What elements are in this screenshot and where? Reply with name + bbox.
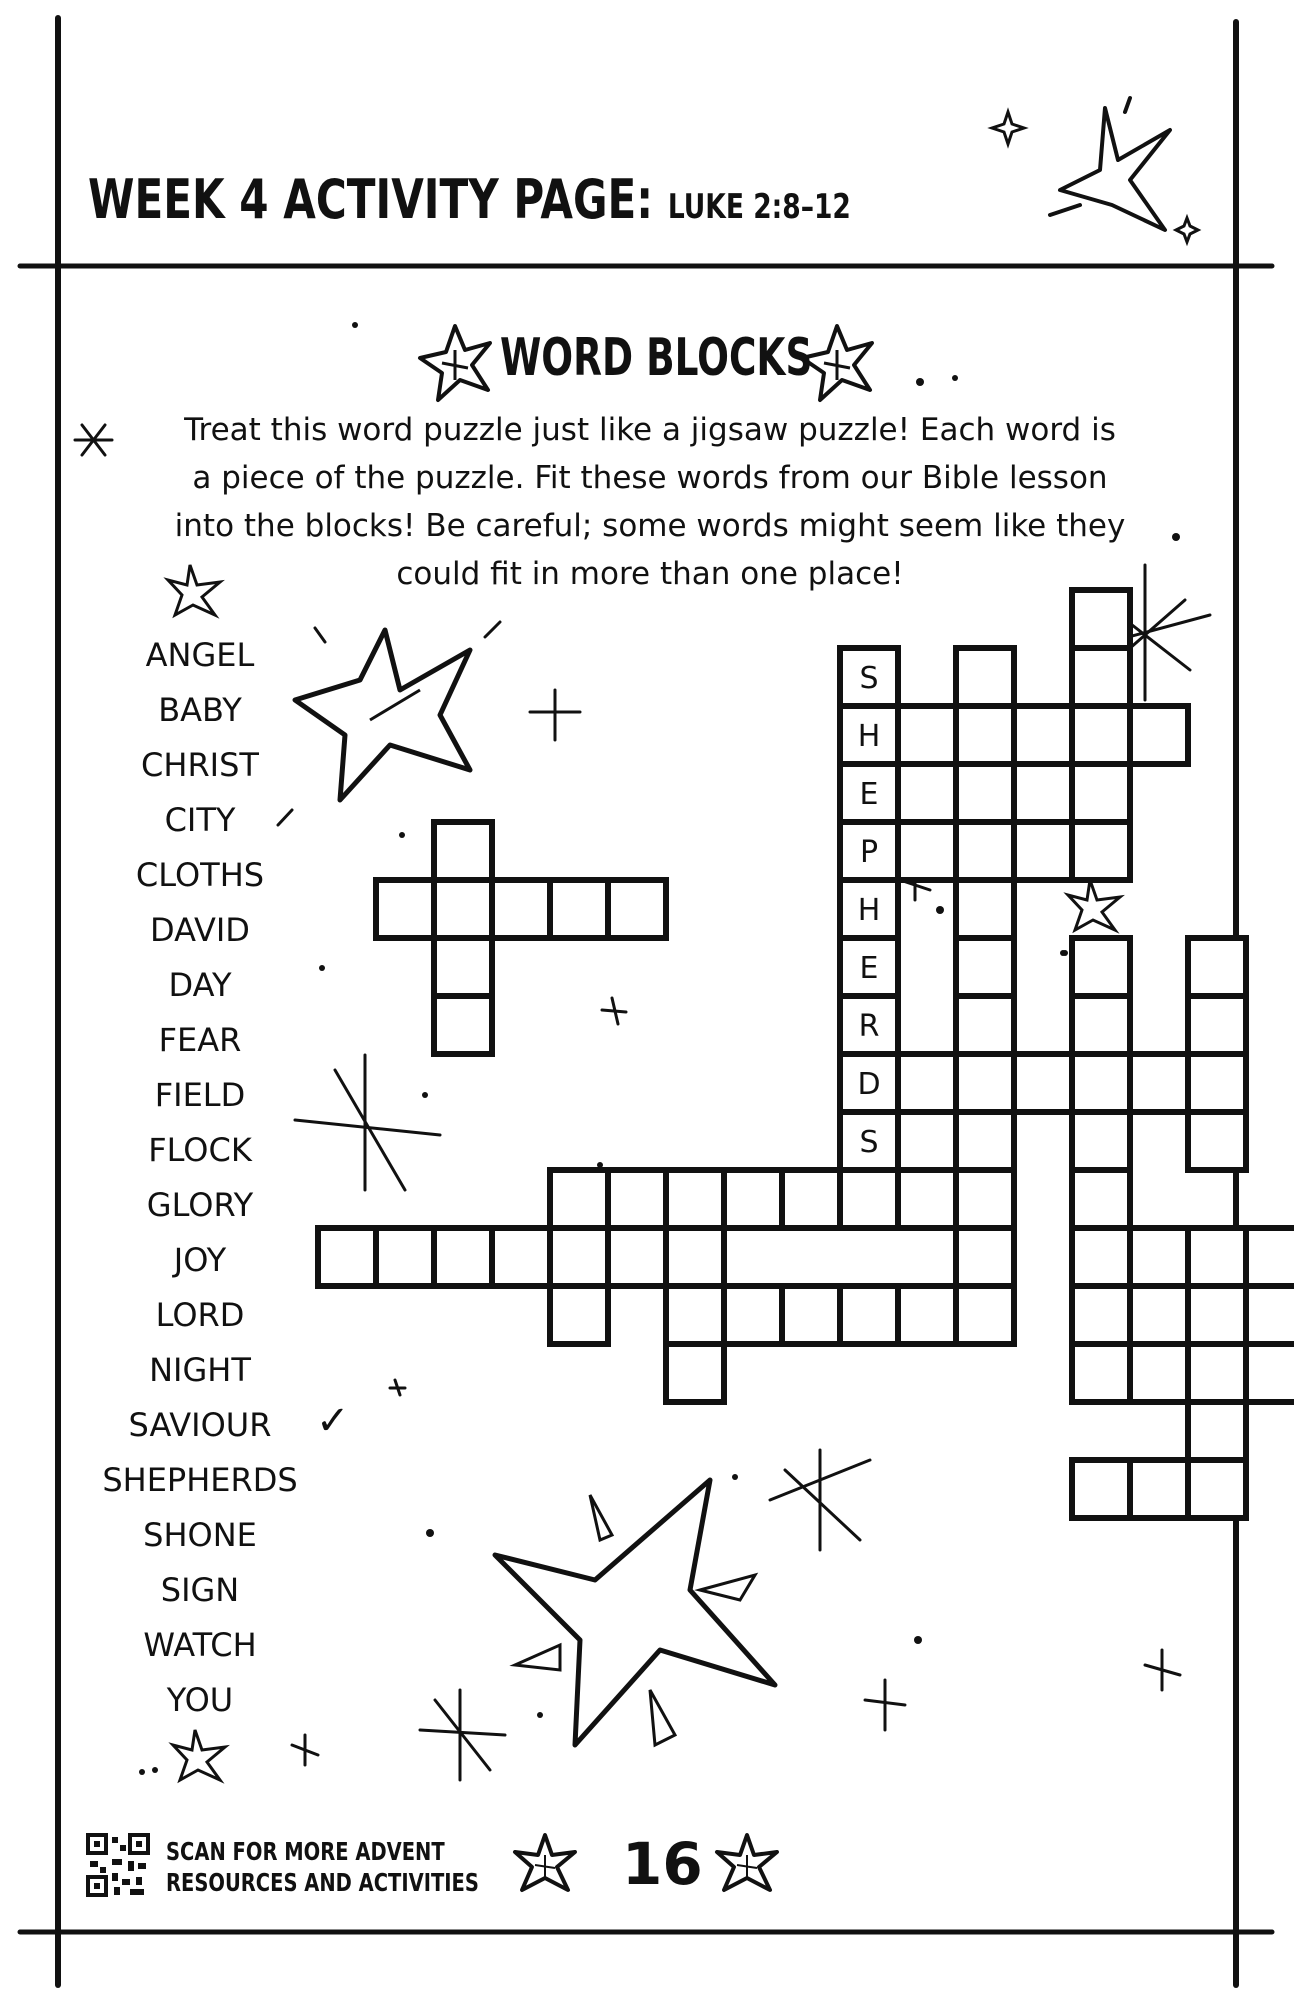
filled-letter: E [859, 951, 879, 986]
crossword-cell[interactable] [1072, 938, 1130, 996]
filled-letter: P [859, 835, 879, 870]
crossword-cell[interactable] [666, 1344, 724, 1402]
crossword-cell[interactable] [1188, 1402, 1246, 1460]
crossword-cell[interactable] [1188, 938, 1246, 996]
crossword-cell[interactable] [666, 1286, 724, 1344]
crossword-cell[interactable] [666, 1228, 724, 1286]
crossword-cell[interactable] [898, 1170, 956, 1228]
crossword-cell[interactable] [434, 1228, 492, 1286]
crossword-cell[interactable] [956, 1112, 1014, 1170]
crossword-cell[interactable] [956, 706, 1014, 764]
crossword-cell[interactable] [1072, 1170, 1130, 1228]
filled-letter: H [857, 719, 881, 754]
qr-caption-line2: RESOURCES AND ACTIVITIES [166, 1868, 479, 1897]
word-item: YOU [166, 1681, 234, 1719]
crossword-cell[interactable] [1072, 764, 1130, 822]
word-item: SHEPHERDS [102, 1461, 298, 1499]
word-item: DAVID [150, 911, 250, 949]
crossword-cell[interactable] [1072, 1228, 1130, 1286]
filled-letter: R [858, 1009, 880, 1044]
crossword-cell[interactable] [956, 1170, 1014, 1228]
word-item: CHRIST [141, 746, 259, 784]
crossword-cell[interactable] [1130, 1054, 1188, 1112]
crossword-cell[interactable] [898, 1286, 956, 1344]
word-item: BABY [158, 691, 242, 729]
page-title-text: WEEK 4 ACTIVITY PAGE: [88, 168, 654, 231]
crossword-cell[interactable] [898, 1054, 956, 1112]
qr-caption [166, 1836, 479, 1898]
crossword-cell[interactable] [1072, 996, 1130, 1054]
crossword-cell[interactable] [782, 1170, 840, 1228]
crossword-cell[interactable] [724, 1170, 782, 1228]
word-item: FEAR [158, 1021, 242, 1059]
word-item: SAVIOUR [128, 1406, 272, 1444]
crossword-cell[interactable] [318, 1228, 376, 1286]
footer-star-right-icon [712, 1830, 782, 1900]
word-item: CLOTHS [135, 856, 265, 894]
word-item: NIGHT [149, 1351, 251, 1389]
crossword-cell[interactable] [1014, 822, 1072, 880]
crossword-cell[interactable] [1188, 1344, 1246, 1402]
word-item: WATCH [143, 1626, 257, 1664]
crossword-cell[interactable] [1072, 822, 1130, 880]
crossword-cell[interactable] [956, 1228, 1014, 1286]
page-number: 16 [622, 1830, 703, 1898]
word-item: DAY [168, 966, 232, 1004]
crossword-cell[interactable] [898, 822, 956, 880]
qr-code-icon [86, 1833, 150, 1897]
crossword-cell[interactable] [956, 1286, 1014, 1344]
instruction-line: could fit in more than one place! [396, 556, 904, 592]
crossword-cell[interactable] [1188, 1228, 1246, 1286]
crossword-cell[interactable] [550, 880, 608, 938]
crossword-cell[interactable] [1188, 1112, 1246, 1170]
word-item: GLORY [146, 1186, 254, 1224]
crossword-cell[interactable] [1130, 706, 1188, 764]
crossword-cell[interactable] [1188, 1054, 1246, 1112]
crossword-cell[interactable] [376, 1228, 434, 1286]
checkmark-icon: ✓ [316, 1398, 350, 1444]
crossword-cell[interactable] [1072, 590, 1130, 648]
word-item: FLOCK [148, 1131, 252, 1169]
crossword-cell[interactable] [666, 1170, 724, 1228]
crossword-cell[interactable] [956, 648, 1014, 706]
crossword-cell[interactable] [1130, 1228, 1188, 1286]
crossword-cell[interactable] [1072, 706, 1130, 764]
crossword-cell[interactable] [898, 706, 956, 764]
crossword-cell[interactable] [724, 1286, 782, 1344]
puzzle-title: WORD BLOCKS [500, 328, 813, 388]
filled-letter: S [859, 1125, 879, 1160]
crossword-cell[interactable] [1072, 648, 1130, 706]
word-item: ANGEL [145, 636, 255, 674]
instruction-line: into the blocks! Be careful; some words might seem like they [174, 508, 1126, 544]
footer-star-left-icon [510, 1830, 580, 1900]
crossword-cell[interactable] [1130, 1344, 1188, 1402]
crossword-cell[interactable] [1072, 1054, 1130, 1112]
word-item: FIELD [154, 1076, 246, 1114]
crossword-cell[interactable] [434, 996, 492, 1054]
crossword-cell[interactable] [956, 938, 1014, 996]
crossword-cell[interactable] [376, 880, 434, 938]
filled-letter: D [857, 1067, 881, 1102]
crossword-cell[interactable] [1130, 1460, 1188, 1518]
crossword-cell[interactable] [1072, 1460, 1130, 1518]
crossword-cell[interactable] [434, 938, 492, 996]
crossword-cell[interactable] [840, 1170, 898, 1228]
crossword-cell[interactable] [492, 1228, 550, 1286]
crossword-cell[interactable] [956, 764, 1014, 822]
crossword-cell[interactable] [1072, 1112, 1130, 1170]
instruction-line: Treat this word puzzle just like a jigsaw puzzle! Each word is [184, 412, 1116, 448]
crossword-cell[interactable] [1188, 1460, 1246, 1518]
crossword-cell[interactable] [1188, 1286, 1246, 1344]
word-item: LORD [155, 1296, 245, 1334]
crossword-cell[interactable] [550, 1228, 608, 1286]
crossword-cell[interactable] [1246, 1344, 1294, 1402]
crossword-cell[interactable] [434, 880, 492, 938]
crossword-cell[interactable] [956, 1054, 1014, 1112]
crossword-cell[interactable] [1014, 706, 1072, 764]
crossword-cell[interactable] [550, 1286, 608, 1344]
crossword-cell[interactable] [434, 822, 492, 880]
crossword-cell[interactable] [782, 1286, 840, 1344]
word-item: SIGN [160, 1571, 240, 1609]
crossword-cell[interactable] [840, 1286, 898, 1344]
crossword-cell[interactable] [608, 1170, 666, 1228]
word-item: CITY [164, 801, 236, 839]
filled-letter: H [857, 893, 881, 928]
crossword-cell[interactable] [956, 880, 1014, 938]
instruction-line: a piece of the puzzle. Fit these words from our Bible lesson [192, 460, 1108, 496]
crossword-cell[interactable] [1188, 996, 1246, 1054]
filled-letter: E [859, 777, 879, 812]
crossword-cell[interactable] [1072, 1286, 1130, 1344]
crossword-cell[interactable] [956, 996, 1014, 1054]
crossword-cell[interactable] [550, 1170, 608, 1228]
crossword-cell[interactable] [608, 1228, 666, 1286]
crossword-cell[interactable] [1246, 1228, 1294, 1286]
crossword-cell[interactable] [956, 822, 1014, 880]
filled-letter: S [859, 661, 879, 696]
scripture-reference: LUKE 2:8–12 [667, 187, 851, 227]
crossword-cell[interactable] [1014, 1054, 1072, 1112]
crossword-cell[interactable] [492, 880, 550, 938]
word-item: JOY [173, 1241, 227, 1279]
word-item: SHONE [143, 1516, 257, 1554]
crossword-cell[interactable] [608, 880, 666, 938]
qr-caption-line1: SCAN FOR MORE ADVENT [166, 1837, 445, 1866]
crossword-cell[interactable] [1072, 1344, 1130, 1402]
